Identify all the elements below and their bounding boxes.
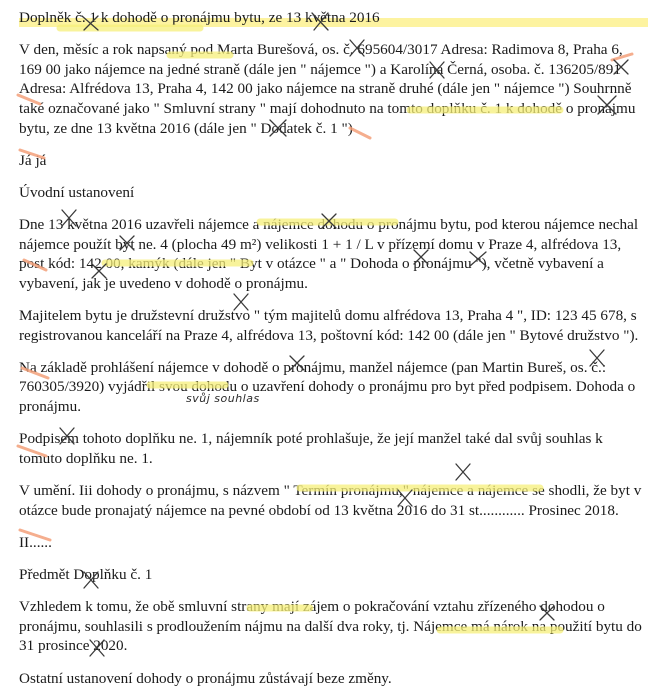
- section-heading-intro: Úvodní ustanovení: [19, 183, 135, 201]
- section-number-ii: II......: [19, 533, 52, 551]
- handwritten-note: svůj souhlas: [186, 392, 260, 405]
- paragraph-parties: V den, měsíc a rok napsaný pod Marta Burešová, os. č. 695604/3017 Adresa: Radimova 8, Praha 6, 169 00 jako nájemce na jedné straně (dále jen " nájemce ") a Karolína Černá, osoba. č. 136205/891 Adresa: Alfrédova 13, Praha 4, 142 00 jako nájemce na straně druhé (dále jen " nájemce ") Souhrnně také označované jako " Smluvní strany " mají dohodnuto na tomto doplňku č. 1 k dohodě o pronájmu bytu, ze dne 13 května 2016 (dále jen " Dodatek č. 1 "): [19, 41, 636, 137]
- section-heading-subject: Předmět Doplňku č. 1: [19, 566, 153, 583]
- paragraph-term: V umění. Iii dohody o pronájmu, s názvem " Termín pronájmu," nájemce a nájemce se shodli, že byt v otázce bude pronajatý nájemce na pevné období od 13 května 2016 do 31 st............ Prosinec 2018.: [19, 482, 642, 519]
- paragraph-owner: Majitelem bytu je družstevní družstvo " tým majitelů domu alfrédova 13, Praha 4 ", ID: 123 45 678, s registrovanou kanceláří na Praze 4, alfrédova 13, poštovní kód: 142 00 (dále jen " Bytové družstvo ").: [19, 307, 639, 344]
- paragraph-husband-consent: Na základě prohlášení nájemce v dohodě o pronájmu, manžel nájemce (pan Martin Bureš, os. č.: 760305/3920) vyjádřil svou dohodu o uzavření dohody o pronájmu pro byt před podpisem. Dohoda o pronájmu.: [19, 358, 636, 416]
- doc-title: Doplněk č. 1 k dohodě o pronájmu bytu, ze 13 května 2016: [19, 8, 648, 28]
- paragraph-extension: Vzhledem k tomu, že obě smluvní strany mají zájem o pokračování vztahu zřízeného dohodou o pronájmu, souhlasili s prodloužením nájmu na další dva roky, tj. Nájemce má nárok na použití bytu do 31 prosince 2020.: [19, 598, 642, 655]
- paragraph-signature: Podpisem tohoto doplňku ne. 1, nájemník poté prohlašuje, že její manžel také dal svůj souhlas k tomuto doplňku ne. 1.: [19, 430, 603, 467]
- paragraph-closing: Ostatní ustanovení dohody o pronájmu zůstávají beze změny.: [19, 669, 392, 687]
- paragraph-lease-date: Dne 13 května 2016 uzavřeli nájemce a nájemce dohodu o pronájmu bytu, pod kterou nájemce nechal nájemce použít byt ne. 4 (plocha 49 m²) velikosti 1 + 1 / L v přízemí domu v Praze 4, alfrédova 13, post kód: 142 00, kamýk (dále jen " Byt v otázce " a " Dohoda o pronájmu "), včetně vybavení a vybavení, jak je uvedeno v dohodě o pronájmu.: [19, 216, 639, 292]
- paragraph-note: Já já: [19, 151, 47, 169]
